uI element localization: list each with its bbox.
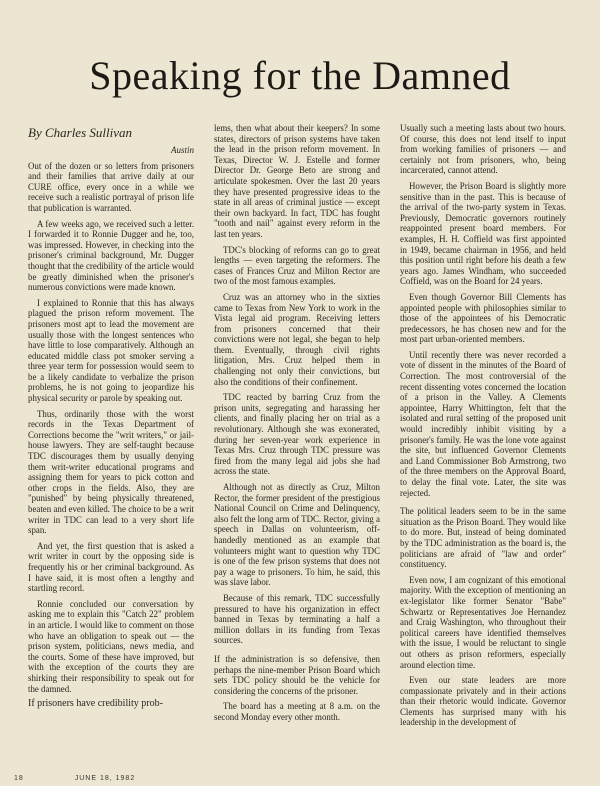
paragraph: Usually such a meeting lasts about two hours. Of course, this does not lend itself to input from working families of prisoners — and certainly not from prisoners, who, being incarcerated, cannot attend. bbox=[400, 123, 566, 176]
page-footer bbox=[14, 775, 274, 782]
page-number: 18 bbox=[14, 775, 24, 782]
article-title: Speaking for the Damned bbox=[89, 53, 511, 98]
paragraph: Cruz was an attorney who in the sixties came to Texas from New York to work in the Vista legal aid program. Receiving letters from prisoners concerned that their convictions were not legal, she began to help them. Eventually, through civil rights litigation, Mrs. Cruz helped them in challenging not only their convictions, but also the conditions of their confinement. bbox=[214, 291, 380, 387]
byline: By Charles Sullivan bbox=[28, 125, 132, 140]
paragraph: Because of this remark, TDC successfully pressured to have his organization in effect banned in Texas by terminating a half a million dollars in its funding from Texas sources. bbox=[214, 592, 380, 646]
paragraph: Although not as directly as Cruz, Milton Rector, the former president of the prestigious National Council on Crime and Delinquency, also felt the long arm of TDC. Rector, giving a speech in Dallas on volunteerism, off-handedly mentioned as an example that volunteers might want to question why TDC is one of the few prison systems that does not pay a wage to prisoners. To him, he said, this was slave labor. bbox=[214, 482, 380, 588]
paragraph: Until recently there was never recorded a vote of dissent in the minutes of the Board of Correction. The most controversial of the recent dissenting votes concerned the location of a prison in the Valley. A Clements appointee, Harry Whittington, felt that the isolated and rural setting of the proposed unit would incredibly inhibit visiting by a prisoner's family. He was the lone vote against the site, but influenced Governor Clements and Land Commissioner Bob Armstrong, two of the three members on the Approval Board, to delay the final vote. Later, the site was rejected. bbox=[400, 349, 566, 498]
paragraph: Out of the dozen or so letters from prisoners and their families that arrive daily at our CURE office, every once in a while we receive such a realistic portrayal of prison life that publication is warranted. bbox=[28, 160, 194, 213]
column-2 bbox=[214, 123, 380, 727]
column-1 bbox=[28, 126, 194, 715]
paragraph: A few weeks ago, we received such a letter. I forwarded it to Ronnie Dugger and he, too, was impressed. However, in checking into the prisoner's criminal background, Mr. Dugger thought that the credibility of the article would be greatly diminished when the prisoner's numerous convictions were made known. bbox=[28, 218, 194, 293]
paragraph: The board has a meeting at 8 a.m. on the second Monday every other month. bbox=[214, 701, 380, 722]
paragraph: TDC's blocking of reforms can go to great lengths — even targeting the reformers. The cases of Frances Cruz and Milton Rector are two of the most famous examples. bbox=[214, 244, 380, 287]
paragraph: I explained to Ronnie that this has always plagued the prison reform movement. The prisoners most apt to lead the movement are usually those with the longest sentences who have little to lose comparatively. Although an educated middle class pot smoker serving a three year term for possession would seem to be a likely candidate to verbalize the prison problems, he is not going to jeopardize his physical security or parole by speaking out. bbox=[28, 297, 194, 404]
paragraph: If the administration is so defensive, then perhaps the nine-member Prison Board which sets TDC policy should be the vehicle for considering the concerns of the prisoner. bbox=[214, 653, 380, 696]
column-3 bbox=[400, 123, 566, 733]
paragraph: TDC reacted by barring Cruz from the prison units, segregating and harassing her clients, and finally placing her on trial as a revolutionary. Although she was exonerated, during her seven-year work experience in Texas Mrs. Cruz through TDC pressure was fired from the many legal aid jobs she had across the state. bbox=[214, 392, 380, 477]
paragraph: lems, then what about their keepers? In some states, directors of prison systems have taken the lead in the prison reform movement. In Texas, Director W. J. Estelle and former Director Dr. George Beto are strong and articulate spokesmen. Over the last 20 years they have presented progressive ideas to the state in all areas of criminal justice — except their own backyard. In fact, TDC has fought "tooth and nail" against every reform in the last ten years. bbox=[214, 123, 380, 239]
paragraph: Even our state leaders are more compassionate privately and in their actions than their rhetoric would indicate. Governor Clements has surprised many with his leadership in the development of bbox=[400, 675, 566, 728]
paragraph: Ronnie concluded our conversation by asking me to explain this "Catch 22" problem in an article. I would like to comment on those who have an obligation to speak out — the prison system, politicians, news media, and the courts. Some of these have improved, but with the exception of the courts they are shirking their responsibility to speak out for the damned. bbox=[28, 598, 194, 694]
paragraph: The political leaders seem to be in the same situation as the Prison Board. They would like to do more. But, instead of being dominated by the TDC administration as the board is, the politicians are afraid of "law and order" constituency. bbox=[400, 506, 566, 570]
paragraph: Thus, ordinarily those with the worst records in the Texas Department of Corrections become the "writ writers," or jail-house lawyers. They are self-taught because TDC discourages them by usually denying them writ-writer educational programs and assigning them for years to pick cotton and other crops in the fields. Also, they are "punished" by being physically threatened, beaten and even killed. The choice to be a writ writer in TDC can lead to a very short life span. bbox=[28, 408, 194, 536]
paragraph: Even though Governor Bill Clements has appointed people with philosophies similar to those of the appointees of his Democratic predecessors, he has chosen new and for the most part urban-oriented members. bbox=[400, 291, 566, 345]
dateline: Austin bbox=[170, 145, 194, 155]
paragraph: And yet, the first question that is asked a writ writer in court by the opposing side is frequently his or her criminal background. As I have said, it is most often a lengthy and startling record. bbox=[28, 540, 194, 594]
issue-date: JUNE 18, 1982 bbox=[74, 775, 136, 782]
paragraph: However, the Prison Board is slightly more sensitive than in the past. This is because of the arrival of the two-party system in Texas. Previously, Democratic governors routinely reappointed present board members. For examples, H. H. Coffield was first appointed in 1949, became chairman in 1956, and held this position until right before his death a few years ago. James Windham, who succeeded Coffield, was on the Board for 24 years. bbox=[400, 180, 566, 287]
paragraph: Even now, I am cognizant of this emotional majority. With the exception of mentioning an ex-legislator like former Senator "Babe" Schwartz or Representatives Joe Hernandez and Craig Washington, who throughout their political careers have identified themselves with the issue, I would be reluctant to single out others as prison reformers, especially around election time. bbox=[400, 574, 566, 670]
paragraph: If prisoners have credibility prob- bbox=[28, 698, 163, 710]
